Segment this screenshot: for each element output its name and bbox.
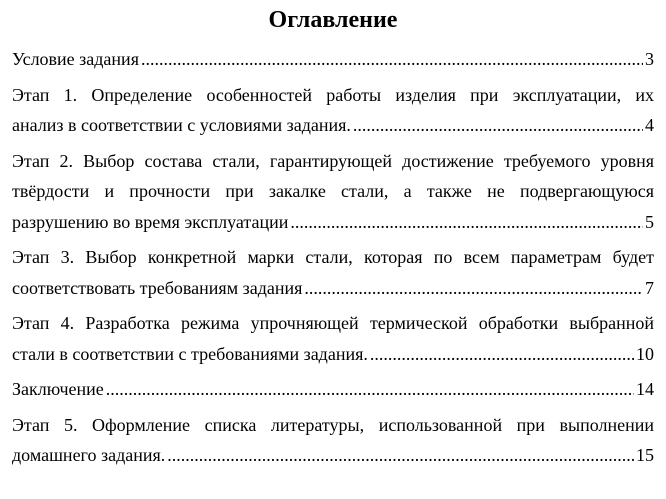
toc-entry-text: Условие задания xyxy=(12,49,139,69)
toc-entry-line xyxy=(12,374,654,405)
page-number: 5 xyxy=(645,211,654,232)
page-number: 10 xyxy=(636,343,654,364)
dot-leader xyxy=(353,110,643,141)
toc-entry-line xyxy=(12,110,654,141)
toc-entry-stage-1[interactable] xyxy=(12,80,654,141)
toc-entry-text: Этап 4. Разработка режима упрочняющей термической обработки выбранной xyxy=(12,313,654,333)
toc-entry-line xyxy=(12,339,654,370)
toc-entry-text: разрушению во время эксплуатации xyxy=(12,211,289,232)
toc-entry-text: твёрдости и прочности при закалке стали, а также не подвергающуюся xyxy=(12,181,654,201)
toc-entry-line xyxy=(12,207,654,238)
toc-entry-text: анализ в соответствии с условиями задания. xyxy=(12,115,351,135)
dot-leader xyxy=(370,339,634,370)
toc-entry-stage-4[interactable] xyxy=(12,308,654,369)
toc-entry-text: соответствовать требованиям задания xyxy=(12,277,303,298)
toc-entry-stage-3[interactable] xyxy=(12,242,654,303)
page-number: 14 xyxy=(636,379,654,399)
toc-entry-line xyxy=(12,440,654,471)
page-number: 15 xyxy=(636,445,654,465)
dot-leader xyxy=(290,207,643,238)
dot-leader xyxy=(141,44,643,75)
dot-leader xyxy=(167,440,634,471)
page-number: 4 xyxy=(645,115,654,135)
toc-entry-text: Заключение xyxy=(12,379,104,399)
toc-entry-text: домашнего задания. xyxy=(12,445,166,465)
toc-entry-text: стали в соответствии с требованиями задания. xyxy=(12,343,368,364)
toc-entry-line xyxy=(12,44,654,75)
toc-entry-conditions[interactable] xyxy=(12,44,654,75)
toc-entry-stage-5[interactable] xyxy=(12,410,654,471)
page-number: 3 xyxy=(645,49,654,69)
dot-leader xyxy=(304,273,643,304)
toc-entry-conclusion[interactable] xyxy=(12,374,654,405)
toc-entry-text: Этап 2. Выбор состава стали, гарантирующей достижение требуемого уровня xyxy=(12,150,654,171)
toc-entry-text: Этап 1. Определение особенностей работы изделия при эксплуатации, их xyxy=(12,84,654,105)
toc-entry-line xyxy=(12,273,654,304)
toc-title: Оглавление xyxy=(268,7,398,33)
toc-entry-text: Этап 3. Выбор конкретной марки стали, которая по всем параметрам будет xyxy=(12,247,654,267)
dot-leader xyxy=(106,374,634,405)
toc-entry-text: Этап 5. Оформление списка литературы, использованной при выполнении xyxy=(12,414,654,435)
toc-list xyxy=(12,44,654,471)
toc-entry-stage-2[interactable] xyxy=(12,146,654,238)
page-number: 7 xyxy=(645,277,654,298)
